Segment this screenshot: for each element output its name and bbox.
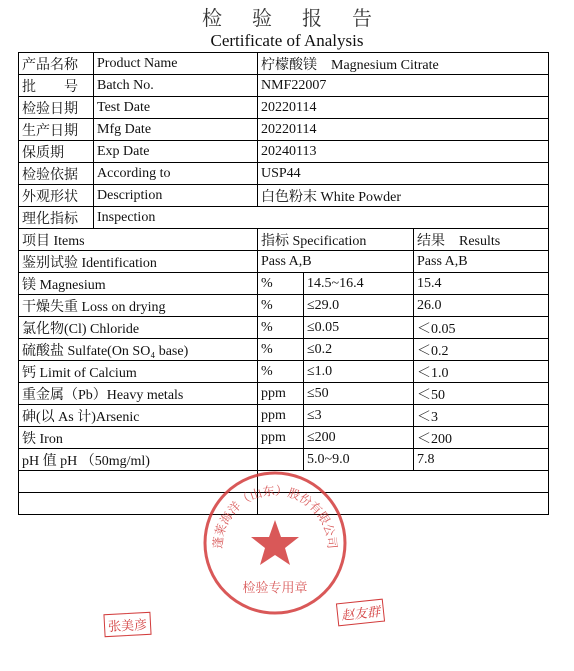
test-result: 15.4	[414, 273, 549, 295]
test-spec: ≤200	[304, 427, 414, 449]
info-value: 20240113	[258, 141, 549, 163]
results-header	[414, 229, 549, 251]
info-row	[19, 53, 549, 75]
items-header-en: Items	[53, 233, 85, 249]
info-row	[19, 97, 549, 119]
identification-row	[19, 251, 549, 273]
test-row	[19, 449, 549, 471]
test-spec: ≤29.0	[304, 295, 414, 317]
seal-company-name: 蓬莱海洋（山东）股份有限公司	[210, 483, 340, 550]
test-row	[19, 295, 549, 317]
info-value: USP44	[258, 163, 549, 185]
test-item: pH 值 pH （50mg/ml)	[19, 449, 258, 471]
report-title-en: Certificate of Analysis	[210, 31, 364, 50]
test-spec: Pass A,B	[258, 251, 414, 273]
tests-section	[19, 229, 549, 471]
test-unit: %	[258, 361, 304, 383]
info-value: 柠檬酸镁 Magnesium Citrate	[258, 53, 549, 75]
test-item: 鉴别试验 Identification	[19, 251, 258, 273]
info-label-cn: 理化指标	[19, 207, 94, 229]
info-value: 20220114	[258, 119, 549, 141]
test-result: ＜1.0	[414, 361, 549, 383]
info-row	[19, 141, 549, 163]
test-unit: ppm	[258, 405, 304, 427]
test-result: ＜0.05	[414, 317, 549, 339]
test-spec: ≤3	[304, 405, 414, 427]
spec-header	[258, 229, 414, 251]
info-label-en: Batch No.	[94, 75, 258, 97]
info-label-en: Test Date	[94, 97, 258, 119]
test-item: 铁 Iron	[19, 427, 258, 449]
test-row	[19, 273, 549, 295]
results-header-cn: 结果	[417, 233, 445, 249]
conclusion-row	[19, 471, 549, 493]
info-label-en: Product Name	[94, 53, 258, 75]
conclusion-value-cell	[258, 471, 549, 493]
coa-table	[18, 52, 549, 515]
test-row	[19, 317, 549, 339]
test-row	[19, 405, 549, 427]
test-row	[19, 427, 549, 449]
results-header-en: Results	[459, 233, 501, 249]
test-spec: ≤0.2	[304, 339, 414, 361]
info-row	[19, 75, 549, 97]
test-unit	[258, 449, 304, 471]
test-result: ＜50	[414, 383, 549, 405]
test-unit: %	[258, 339, 304, 361]
column-header-row	[19, 229, 549, 251]
signature-row	[19, 493, 549, 515]
test-row	[19, 339, 549, 361]
checker-cell	[19, 493, 258, 515]
info-label-cn: 批 号	[19, 75, 94, 97]
test-item: 氯化物(Cl) Chloride	[19, 317, 258, 339]
items-header	[19, 229, 258, 251]
test-result: 26.0	[414, 295, 549, 317]
checker-signature: 张美彦	[103, 612, 151, 637]
info-row	[19, 185, 549, 207]
info-row	[19, 119, 549, 141]
info-label-cn: 产品名称	[19, 53, 94, 75]
info-label-en: Exp Date	[94, 141, 258, 163]
test-unit: %	[258, 273, 304, 295]
test-result: 7.8	[414, 449, 549, 471]
spec-header-cn: 指标	[261, 233, 289, 249]
test-result: ＜3	[414, 405, 549, 427]
test-item: 镁 Magnesium	[19, 273, 258, 295]
test-spec: 14.5~16.4	[304, 273, 414, 295]
info-label-en: Description	[94, 185, 258, 207]
test-unit: ppm	[258, 383, 304, 405]
spec-header-en: Specification	[292, 233, 367, 249]
footer-section	[19, 471, 549, 515]
seal-star-icon	[251, 520, 299, 565]
info-label-en: Inspection	[94, 207, 549, 229]
test-item: 钙 Limit of Calcium	[19, 361, 258, 383]
info-label-en: According to	[94, 163, 258, 185]
conclusion-label-cell	[19, 471, 258, 493]
test-result: ＜200	[414, 427, 549, 449]
inspector-cell	[258, 493, 549, 515]
seal-purpose: 检验专用章	[242, 581, 308, 596]
test-row	[19, 383, 549, 405]
test-unit: ppm	[258, 427, 304, 449]
test-spec: ≤50	[304, 383, 414, 405]
info-row	[19, 207, 549, 229]
test-spec: ≤1.0	[304, 361, 414, 383]
info-row	[19, 163, 549, 185]
test-item: 硫酸盐 Sulfate(On SO₄ base)	[19, 339, 258, 361]
info-section	[19, 53, 549, 229]
info-value: 白色粉末 White Powder	[258, 185, 549, 207]
test-item: 干燥失重 Loss on drying	[19, 295, 258, 317]
test-row	[19, 361, 549, 383]
items-header-cn: 项目	[22, 233, 50, 249]
report-title-cn: 检验报告	[202, 6, 402, 30]
test-unit: %	[258, 317, 304, 339]
test-result: ＜0.2	[414, 339, 549, 361]
test-result: Pass A,B	[414, 251, 549, 273]
info-label-en: Mfg Date	[94, 119, 258, 141]
info-label-cn: 保质期	[19, 141, 94, 163]
info-label-cn: 外观形状	[19, 185, 94, 207]
info-value: 20220114	[258, 97, 549, 119]
test-spec: ≤0.05	[304, 317, 414, 339]
info-value: NMF22007	[258, 75, 549, 97]
info-label-cn: 生产日期	[19, 119, 94, 141]
test-item: 重金属（Pb）Heavy metals	[19, 383, 258, 405]
info-label-cn: 检验依据	[19, 163, 94, 185]
info-label-cn: 检验日期	[19, 97, 94, 119]
inspector-signature: 赵友群	[336, 599, 385, 627]
test-spec: 5.0~9.0	[304, 449, 414, 471]
test-item: 砷(以 As 计)Arsenic	[19, 405, 258, 427]
test-unit: %	[258, 295, 304, 317]
